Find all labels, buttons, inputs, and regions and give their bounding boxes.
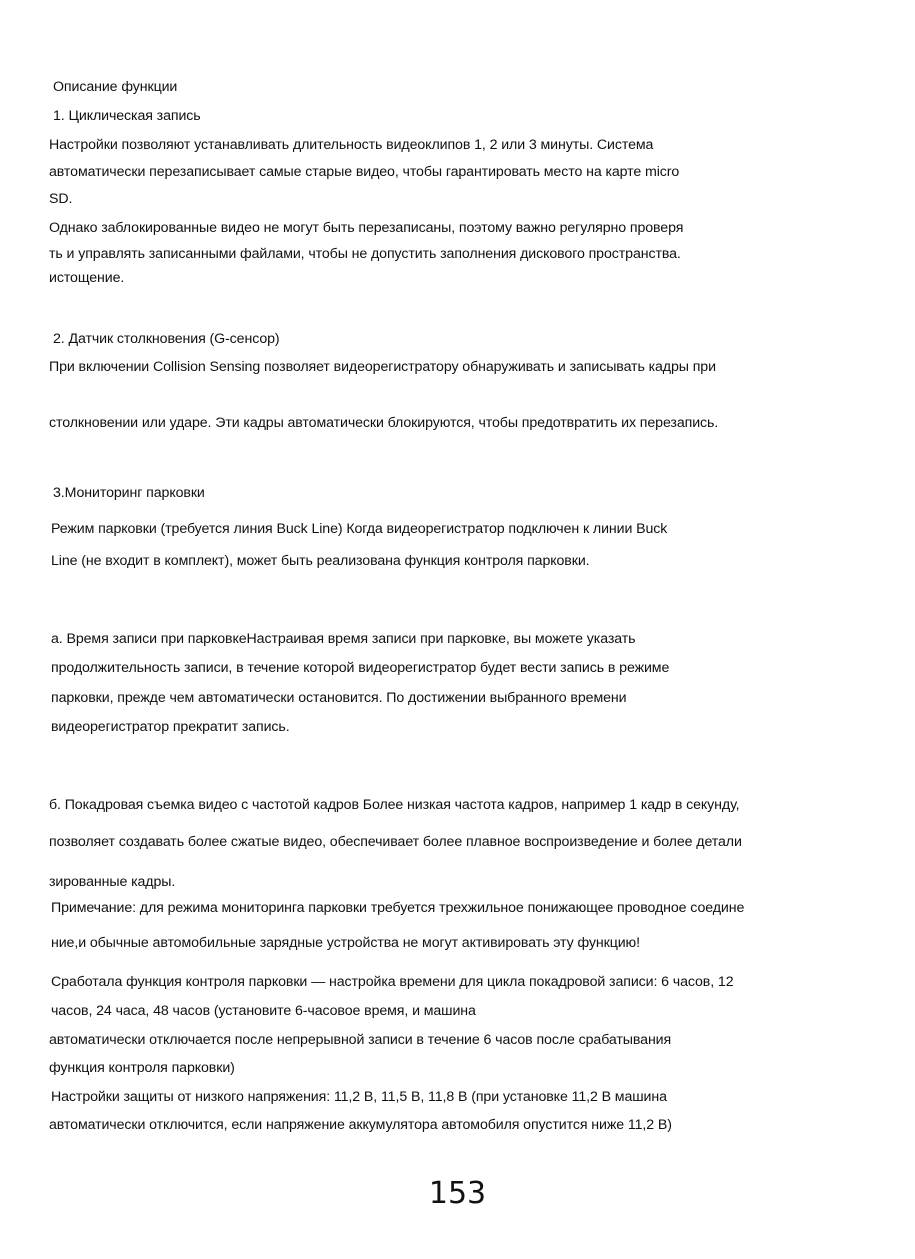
note-line: Примечание: для режима мониторинга парковки требуется трехжильное понижающее проводное соедине — [51, 900, 745, 916]
text-line: автоматически перезаписывает самые старые видео, чтобы гарантировать место на карте micro — [49, 164, 680, 180]
text-line: SD. — [49, 191, 73, 207]
text-line: a. Время записи при парковкеНастраивая время записи при парковке, вы можете указать — [51, 631, 636, 647]
text-line: автоматически отключится, если напряжение аккумулятора автомобиля опустится ниже 11,2 В) — [49, 1117, 672, 1133]
text-line: Однако заблокированные видео не могут быть перезаписаны, поэтому важно регулярно проверя — [49, 220, 684, 236]
text-line: При включении Collision Sensing позволяет видеорегистратору обнаруживать и записывать кадры при — [49, 359, 716, 375]
text-line: Сработала функция контроля парковки — настройка времени для цикла покадровой записи: 6 часов, 12 — [51, 974, 734, 990]
text-line: Настройки защиты от низкого напряжения: 11,2 В, 11,5 В, 11,8 В (при установке 11,2 В машина — [51, 1089, 667, 1105]
text-line: автоматически отключается после непрерывной записи в течение 6 часов после срабатывания — [49, 1032, 672, 1048]
subheading-parking-monitoring: 3.Мониторинг парковки — [53, 485, 205, 501]
text-line: функция контроля парковки) — [49, 1060, 235, 1076]
text-line: истощение. — [49, 270, 125, 286]
section-heading: Описание функции — [53, 79, 178, 95]
text-line: часов, 24 часа, 48 часов (установите 6-часовое время, и машина — [51, 1003, 476, 1019]
text-line: Режим парковки (требуется линия Buck Line) Когда видеорегистратор подключен к линии Buck — [51, 521, 668, 537]
subheading-loop-recording: 1. Циклическая запись — [53, 108, 201, 124]
text-line: Line (не входит в комплект), может быть реализована функция контроля парковки. — [51, 553, 590, 569]
text-line: Настройки позволяют устанавливать длительность видеоклипов 1, 2 или 3 минуты. Система — [49, 137, 654, 153]
text-line: б. Покадровая съемка видео с частотой кадров Более низкая частота кадров, например 1 кадр в секунду, — [49, 797, 740, 813]
text-line: столкновении или ударе. Эти кадры автоматически блокируются, чтобы предотвратить их перезапись. — [49, 415, 719, 431]
note-line: ние,и обычные автомобильные зарядные устройства не могут активировать эту функцию! — [51, 935, 640, 951]
text-line: видеорегистратор прекратит запись. — [51, 719, 290, 735]
text-line: позволяет создавать более сжатые видео, обеспечивает более плавное воспроизведение и более детали — [49, 834, 742, 850]
text-line: продолжительность записи, в течение которой видеорегистратор будет вести запись в режиме — [51, 660, 670, 676]
text-line: ть и управлять записанными файлами, чтобы не допустить заполнения дискового пространства. — [49, 246, 681, 262]
page-number: 153 — [428, 1176, 487, 1211]
text-line: зированные кадры. — [49, 874, 176, 890]
text-line: парковки, прежде чем автоматически остановится. По достижении выбранного времени — [51, 690, 627, 706]
subheading-g-sensor: 2. Датчик столкновения (G-сенсор) — [53, 331, 280, 347]
